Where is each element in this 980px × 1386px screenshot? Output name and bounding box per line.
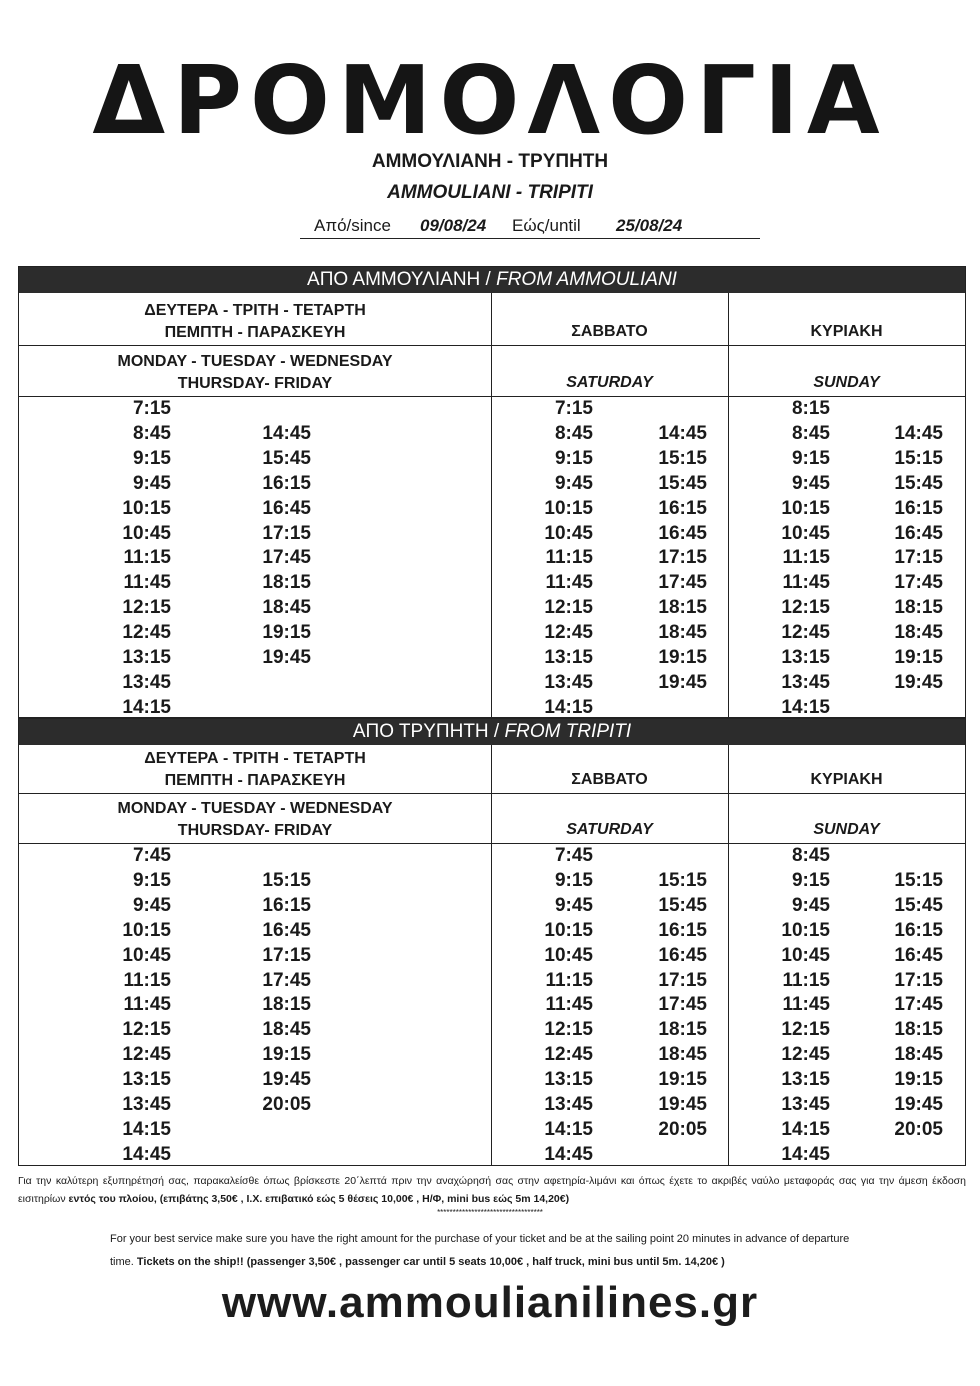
departure-time: 9:15 [791,447,830,469]
departure-time: 19:45 [894,671,943,693]
departure-time: 12:45 [122,622,171,644]
departure-time: 14:45 [122,1143,171,1165]
departure-time: 14:15 [122,696,171,718]
departure-time: 17:15 [894,969,943,991]
departure-time: 20:05 [894,1118,943,1140]
departure-time: 17:45 [658,994,707,1016]
departure-time: 8:15 [791,398,830,419]
departure-time: 15:15 [658,447,707,469]
departure-time: 19:45 [658,671,707,693]
departure-time: 15:15 [894,447,943,469]
departure-time: 14:15 [781,1118,830,1140]
departure-time: 18:45 [658,1044,707,1066]
departure-time: 12:15 [781,1019,830,1041]
website-link[interactable]: www.ammoulianilines.gr [221,1278,759,1327]
departure-time: 10:45 [122,944,171,966]
departure-time: 15:45 [658,472,707,494]
departure-time: 10:45 [122,522,171,544]
departure-time: 13:45 [544,671,593,693]
departure-time: 12:45 [544,1044,593,1066]
departure-time: 12:15 [122,1019,171,1041]
departure-time: 15:45 [658,894,707,916]
departure-time: 9:45 [132,894,171,916]
until-date: 25/08/24 [616,216,683,235]
departure-time: 7:45 [554,845,593,866]
english-notice [110,1228,870,1274]
departure-time: 18:45 [658,622,707,644]
column-divider [491,293,492,717]
departure-time: 15:15 [894,869,943,891]
departure-time: 16:15 [262,894,311,916]
until-label: Εώς/until [512,216,581,235]
departure-time: 10:45 [781,522,830,544]
departure-time: 11:15 [123,969,171,991]
departure-time: 18:45 [262,1019,311,1041]
header-divider [19,396,965,397]
departure-time: 11:15 [545,547,593,569]
departure-time: 14:15 [544,1118,593,1140]
departure-time: 14:45 [544,1143,593,1165]
departure-time: 18:15 [262,572,311,594]
departure-time: 9:15 [554,447,593,469]
greek-notice-text: Για την καλύτερη εξυπηρέτησή σας, παρακαλείσθε όπως βρίσκεστε 20΄λεπτά πριν την αναχώρησή σας στην αφετηρία-λιμάνι και όπως έχετε το ακριβές ναύλο μεταφοράς σας για την άμεση έκδοση εισιτηρίων [18,1175,966,1205]
departure-time: 13:45 [781,671,830,693]
weekday-header-english [19,351,491,395]
departure-time: 16:15 [894,497,943,519]
header-divider [19,793,965,794]
departure-time: 17:15 [658,547,707,569]
departure-time: 14:45 [658,422,707,444]
departure-time: 11:15 [782,547,830,569]
departure-time: 17:15 [262,522,311,544]
departure-time: 11:45 [123,994,171,1016]
departure-time: 16:45 [894,522,943,544]
departure-time: 13:45 [122,671,171,693]
departure-time: 11:15 [123,547,171,569]
weekday-header-greek [19,748,491,792]
departure-time: 9:15 [554,869,593,891]
departure-time: 19:45 [894,1094,943,1115]
departure-time: 10:15 [122,497,171,519]
weekday-header-english [19,798,491,842]
departure-time: 17:45 [894,994,943,1016]
departure-time: 13:15 [122,1069,171,1091]
departure-time: 16:45 [658,522,707,544]
departure-time: 18:15 [894,597,943,619]
sunday-header-greek: ΚΥΡΙΑΚΗ [810,323,883,340]
departure-time: 10:15 [544,497,593,519]
departure-time: 9:15 [132,447,171,469]
departure-time: 15:15 [262,869,311,891]
weekday-header-greek-line2: ΠΕΜΠΤΗ - ΠΑΡΑΣΚΕΥΗ [164,324,346,341]
sunday-header-english: SUNDAY [813,374,880,391]
weekday-header-greek-line2: ΠΕΜΠΤΗ - ΠΑΡΑΣΚΕΥΗ [164,772,346,789]
departure-time: 16:15 [658,919,707,941]
departure-time: 12:15 [122,597,171,619]
departure-time: 12:45 [544,622,593,644]
greek-notice [18,1172,966,1208]
greek-notice-fares: εντός του πλοίου, (επιβάτης 3,50€ , Ι.Χ. επιβατικό εώς 5 θέσεις 10,00€ , Η/Φ, mini bus εώς 5m 14,20€) [68,1193,570,1205]
departure-time: 7:45 [132,845,171,866]
from-ammouliani-table [18,266,966,718]
weekday-header-greek [19,300,491,344]
weekday-header-greek-line1: ΔΕΥΤΕΡΑ - ΤΡΙΤΗ - ΤΕΤΑΡΤΗ [144,750,366,767]
saturday-header-greek: ΣΑΒΒΑΤΟ [571,323,648,340]
departure-time: 19:15 [262,622,311,644]
departure-time: 15:45 [262,447,311,469]
departure-time: 16:45 [894,944,943,966]
departure-time: 11:45 [123,572,171,594]
departure-time: 18:15 [658,597,707,619]
departure-time: 19:45 [658,1094,707,1115]
departure-time: 16:45 [262,497,311,519]
departure-time: 11:45 [545,994,593,1016]
departure-time: 16:15 [262,472,311,494]
departure-time: 10:15 [544,919,593,941]
departure-time: 12:45 [781,1044,830,1066]
departure-time: 19:15 [894,647,943,668]
route-english: AMMOULIANI - TRIPITI [387,182,593,203]
section-title-english: FROM AMMOULIANI [496,269,677,290]
departure-time: 13:45 [122,1094,171,1115]
departure-time: 12:45 [122,1044,171,1066]
column-divider [728,293,729,717]
departure-time: 9:15 [791,869,830,891]
departure-time: 18:15 [894,1019,943,1041]
departure-time: 8:45 [791,845,830,866]
saturday-header-greek: ΣΑΒΒΑΤΟ [571,771,648,788]
page-title: ΔΡΟΜΟΛΟΓΙΑ [92,47,888,156]
departure-time: 9:45 [791,894,830,916]
departure-time: 13:15 [544,1069,593,1091]
departure-time: 13:15 [781,1069,830,1091]
departure-time: 17:15 [894,547,943,569]
departure-time: 14:45 [894,422,943,444]
departure-time: 9:15 [132,869,171,891]
departure-time: 18:45 [894,622,943,644]
departure-time: 16:15 [894,919,943,941]
route-greek: ΑΜΜΟΥΛΙΑΝΗ - ΤΡΥΠΗΤΗ [371,151,609,172]
header-divider [19,345,965,346]
column-divider [491,745,492,1165]
departure-time: 16:45 [658,944,707,966]
departure-time: 20:05 [658,1118,707,1140]
departure-time: 20:05 [262,1094,311,1115]
departure-time: 12:15 [544,597,593,619]
since-label: Από/since [314,216,391,235]
departure-time: 9:45 [554,894,593,916]
departure-time: 16:15 [658,497,707,519]
departure-time: 8:45 [791,422,830,444]
english-notice-fares: Tickets on the ship!! (passenger 3,50€ , passenger car until 5 seats 10,00€ , half truck, mini bus until 5m. 14,20€ ) [136,1256,725,1268]
section-title-greek: ΑΠΟ ΑΜΜΟΥΛΙΑΝΗ / [307,269,497,290]
stars-divider: ********************************** [437,1208,543,1217]
header-divider [19,843,965,844]
departure-time: 17:45 [262,547,311,569]
departure-time: 8:45 [132,422,171,444]
saturday-header-english: SATURDAY [566,374,653,391]
departure-time: 11:45 [782,572,830,594]
departure-time: 11:45 [782,994,830,1016]
departure-time: 19:15 [658,1069,707,1091]
section-title-greek: ΑΠΟ ΤΡΥΠΗΤΗ / [352,721,505,742]
since-date: 09/08/24 [420,216,487,235]
weekday-header-english-line1: MONDAY - TUESDAY - WEDNESDAY [117,800,393,817]
departure-time: 13:15 [544,647,593,668]
departure-time: 10:45 [781,944,830,966]
departure-time: 9:45 [791,472,830,494]
departure-time: 9:45 [132,472,171,494]
departure-time: 18:15 [262,994,311,1016]
departure-time: 15:45 [894,472,943,494]
weekday-header-english-line1: MONDAY - TUESDAY - WEDNESDAY [117,353,393,370]
column-divider [728,745,729,1165]
departure-time: 15:15 [658,869,707,891]
departure-time: 10:15 [781,497,830,519]
departure-time: 17:15 [658,969,707,991]
weekday-header-greek-line1: ΔΕΥΤΕΡΑ - ΤΡΙΤΗ - ΤΕΤΑΡΤΗ [144,302,366,319]
departure-time: 19:15 [894,1069,943,1091]
saturday-header-english: SATURDAY [566,821,653,838]
departure-time: 13:15 [122,647,171,668]
departure-time: 9:45 [554,472,593,494]
departure-time: 18:45 [262,597,311,619]
validity-line [300,214,760,239]
departure-time: 19:45 [262,647,311,668]
departure-time: 14:15 [544,696,593,718]
departure-time: 12:15 [544,1019,593,1041]
departure-time: 13:15 [781,647,830,668]
sunday-header-greek: ΚΥΡΙΑΚΗ [810,771,883,788]
departure-time: 10:15 [781,919,830,941]
departure-time: 17:45 [262,969,311,991]
departure-time: 13:45 [781,1094,830,1115]
departure-time: 7:15 [554,398,593,419]
departure-time: 11:45 [545,572,593,594]
departure-time: 14:15 [122,1118,171,1140]
departure-time: 13:45 [544,1094,593,1115]
section-title-bar [19,267,965,293]
from-tripiti-table [18,718,966,1166]
weekday-header-english-line2: THURSDAY- FRIDAY [177,375,333,392]
departure-time: 11:15 [545,969,593,991]
section-title-english: FROM TRIPITI [504,721,632,742]
departure-time: 18:15 [658,1019,707,1041]
departure-time: 10:15 [122,919,171,941]
departure-time: 19:15 [262,1044,311,1066]
departure-time: 12:45 [781,622,830,644]
departure-time: 14:45 [781,1143,830,1165]
departure-time: 19:45 [262,1069,311,1091]
departure-time: 19:15 [658,647,707,668]
departure-time: 17:45 [894,572,943,594]
departure-time: 17:45 [658,572,707,594]
departure-time: 15:45 [894,894,943,916]
weekday-header-english-line2: THURSDAY- FRIDAY [177,822,333,839]
departure-time: 10:45 [544,522,593,544]
section-title-bar [19,719,965,745]
departure-time: 18:45 [894,1044,943,1066]
english-notice-text: For your best service make sure you have the right amount for the purchase of your ticket and be at the sailing point 20 minutes in advance of departure time. [110,1233,850,1268]
departure-time: 8:45 [554,422,593,444]
departure-time: 16:45 [262,919,311,941]
departure-time: 14:15 [781,696,830,718]
sunday-header-english: SUNDAY [813,821,880,838]
departure-time: 17:15 [262,944,311,966]
departure-time: 11:15 [782,969,830,991]
departure-time: 10:45 [544,944,593,966]
departure-time: 14:45 [262,422,311,444]
departure-time: 12:15 [781,597,830,619]
departure-time: 7:15 [132,398,171,419]
